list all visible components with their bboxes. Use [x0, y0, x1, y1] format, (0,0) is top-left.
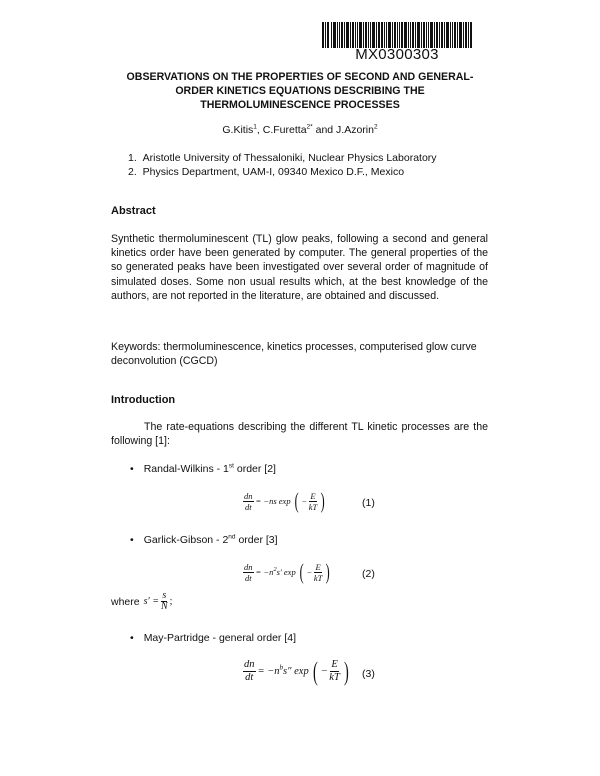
equation-number: (1) — [362, 497, 375, 509]
list-item: • May-Partridge - general order [4] — [130, 632, 297, 644]
affiliation-1: 1. Aristotle University of Thessaloniki, Nuclear Physics Laboratory — [128, 152, 437, 164]
introduction-body: The rate-equations describing the different TL kinetic processes are the following [1]: — [111, 421, 488, 448]
equation-number: (2) — [362, 568, 375, 580]
equation-number: (3) — [362, 668, 375, 680]
equation-1: $\frac{dn}{dt}$ = −ns exp ( − $\frac{E}{kT}$ ) — [244, 488, 325, 513]
author-2: C.Furetta — [262, 124, 307, 136]
keywords: Keywords: thermoluminescence, kinetics processes, computerised glow curve deconvolution (CGCD) — [111, 341, 477, 368]
list-item: • Randal-Wilkins - 1st order [2] — [130, 462, 276, 475]
author-3: J.Azorin — [336, 124, 374, 136]
abstract-heading: Abstract — [111, 205, 156, 217]
equation-3: $\frac{dn}{dt}$ = $-n^bs''$ exp ( − $\frac{E}{kT}$ ) — [244, 656, 349, 686]
paper-title: OBSERVATIONS ON THE PROPERTIES OF SECOND AND GENERAL-ORDER KINETICS EQUATIONS DESCRIBING THE THERMOLUMINESCENCE PROCESSES — [126, 71, 474, 111]
where-definition: where s′ = $\frac{s}{N}$ ; — [111, 590, 173, 612]
introduction-heading: Introduction — [111, 394, 176, 406]
barcode — [322, 22, 472, 48]
abstract-body: Synthetic thermoluminescent (TL) glow peaks, following a second and general kinetics order have been generated by computer. The general properties of the so generated peaks have been investigated over several order of magnitude of simulated doses. Some non usual results which, at the best knowledge of the authors, are not reported in the literature, are obtained and discussed. — [111, 233, 488, 302]
author-line: G.Kitis$^1$, C.Furetta$^{2*}$ and J.Azorin$^2$ — [222, 123, 378, 136]
author-1: G.Kitis — [222, 124, 254, 136]
document-code: MX0300303 — [355, 46, 439, 63]
equation-2: $\frac{dn}{dt}$ = $-n^2s'$ exp ( − $\frac{E}{kT}$ ) — [244, 559, 331, 584]
affiliation-2: 2. Physics Department, UAM-I, 09340 Mexico D.F., Mexico — [128, 166, 405, 178]
list-item: • Garlick-Gibson - 2nd order [3] — [130, 533, 278, 546]
